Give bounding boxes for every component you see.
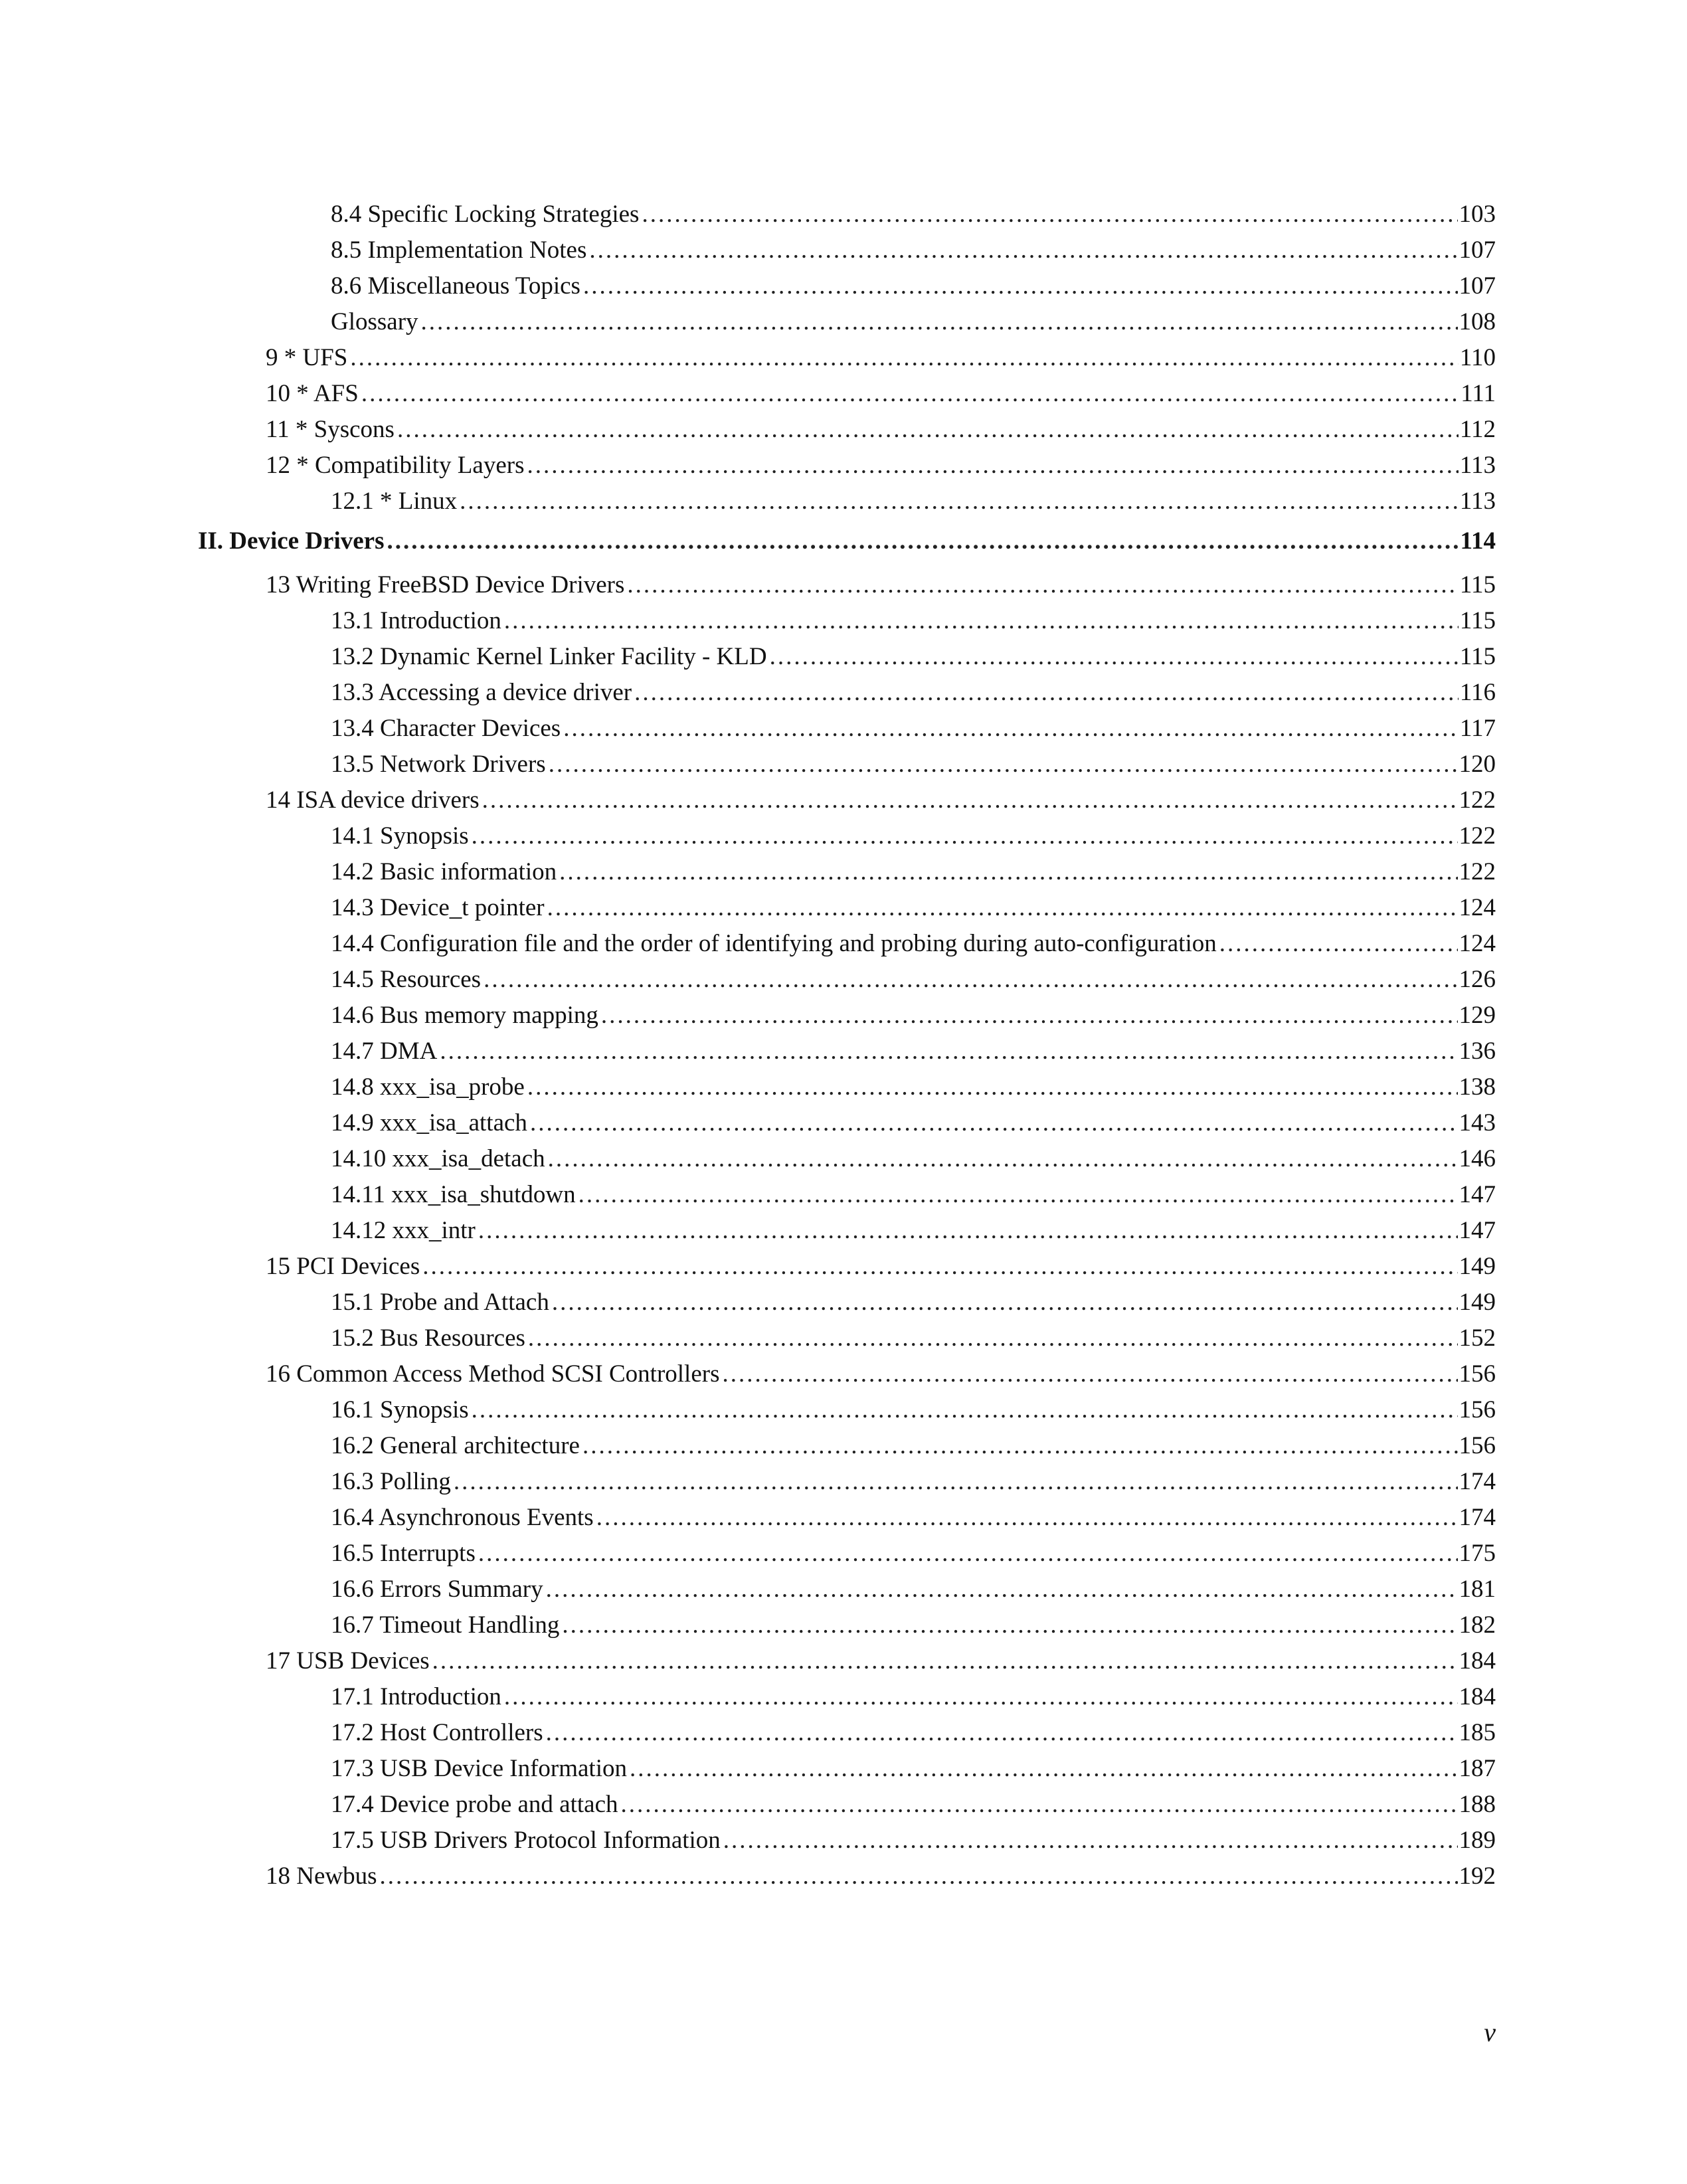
toc-entry-page-number[interactable]: 122 xyxy=(1459,822,1496,850)
toc-entry-title[interactable]: 16.7 Timeout Handling xyxy=(331,1611,560,1639)
dot-leader xyxy=(642,197,1457,232)
dot-leader xyxy=(547,890,1458,926)
dot-leader xyxy=(530,1105,1458,1141)
toc-entry-page-number[interactable]: 103 xyxy=(1459,201,1496,228)
toc-entry-section[interactable] xyxy=(331,1572,1496,1607)
toc-entry-section[interactable] xyxy=(331,1751,1496,1787)
toc-entry-chapter[interactable] xyxy=(266,1356,1496,1392)
toc-entry-section[interactable] xyxy=(331,1105,1496,1141)
toc-entry-page-number[interactable]: 146 xyxy=(1459,1145,1496,1172)
dot-leader xyxy=(478,1213,1458,1249)
toc-entry-title[interactable]: 12 * Compatibility Layers xyxy=(266,452,525,479)
dot-leader xyxy=(559,854,1457,890)
toc-entry-section[interactable] xyxy=(331,232,1496,268)
toc-entry-section[interactable] xyxy=(331,1787,1496,1823)
toc-entry-section[interactable] xyxy=(331,962,1496,998)
dot-leader xyxy=(578,1177,1458,1213)
dot-leader xyxy=(621,1787,1458,1823)
dot-leader xyxy=(563,711,1459,747)
toc-entry-section[interactable] xyxy=(331,747,1496,782)
toc-entry-title[interactable]: 16.2 General architecture xyxy=(331,1432,580,1459)
toc-entry-page-number[interactable]: 122 xyxy=(1459,858,1496,885)
toc-entry-page-number[interactable]: 124 xyxy=(1459,930,1496,957)
toc-entry-title[interactable]: 14.7 DMA xyxy=(331,1038,438,1065)
toc-entry-chapter[interactable] xyxy=(266,782,1496,818)
toc-entry-page-number[interactable]: 115 xyxy=(1459,571,1496,598)
toc-entry-page-number[interactable]: 116 xyxy=(1459,679,1496,706)
toc-entry-title[interactable]: 14 ISA device drivers xyxy=(266,786,480,814)
toc-entry-page-number[interactable]: 174 xyxy=(1459,1504,1496,1531)
toc-entry-page-number[interactable]: 156 xyxy=(1459,1432,1496,1459)
toc-entry-section[interactable] xyxy=(331,926,1496,962)
toc-entry-section[interactable] xyxy=(331,1607,1496,1643)
toc-entry-page-number[interactable]: 107 xyxy=(1459,236,1496,264)
dot-leader xyxy=(546,1715,1458,1751)
toc-entry-title[interactable]: 15.2 Bus Resources xyxy=(331,1324,525,1352)
dot-leader xyxy=(770,639,1459,675)
dot-leader xyxy=(634,675,1459,711)
toc-entry-title[interactable]: 17.5 USB Drivers Protocol Information xyxy=(331,1827,721,1854)
toc-entry-page-number[interactable]: 181 xyxy=(1459,1576,1496,1603)
dot-leader xyxy=(562,1607,1457,1643)
toc-entry-title[interactable]: 15.1 Probe and Attach xyxy=(331,1289,549,1316)
toc-entry-page-number[interactable]: 115 xyxy=(1459,643,1496,670)
toc-entry-page-number[interactable]: 156 xyxy=(1459,1360,1496,1388)
toc-entry-title[interactable]: 16.1 Synopsis xyxy=(331,1396,469,1423)
toc-entry-page-number[interactable]: 115 xyxy=(1459,607,1496,634)
toc-entry-title[interactable]: 15 PCI Devices xyxy=(266,1253,420,1280)
toc-entry-chapter[interactable] xyxy=(266,567,1496,603)
table-of-contents xyxy=(0,197,1687,1894)
toc-entry-page-number[interactable]: 185 xyxy=(1459,1719,1496,1746)
toc-entry-section[interactable] xyxy=(331,1536,1496,1572)
toc-entry-title[interactable]: 17.4 Device probe and attach xyxy=(331,1791,618,1818)
dot-leader xyxy=(472,1392,1458,1428)
toc-entry-section[interactable] xyxy=(331,675,1496,711)
toc-entry-title[interactable]: 17 USB Devices xyxy=(266,1647,430,1675)
toc-entry-page-number[interactable]: 112 xyxy=(1459,416,1496,443)
dot-leader xyxy=(484,962,1457,998)
toc-entry-title[interactable]: 18 Newbus xyxy=(266,1863,377,1890)
toc-entry-page-number[interactable]: 113 xyxy=(1459,488,1496,515)
dot-leader xyxy=(722,1356,1457,1392)
toc-entry-section[interactable] xyxy=(331,1034,1496,1069)
dot-leader xyxy=(421,304,1458,340)
toc-entry-title[interactable]: 13.2 Dynamic Kernel Linker Facility - KLD xyxy=(331,643,767,670)
dot-leader xyxy=(422,1249,1457,1285)
dot-leader xyxy=(627,567,1458,603)
toc-entry-section[interactable] xyxy=(331,1392,1496,1428)
toc-entry-title[interactable]: 17.2 Host Controllers xyxy=(331,1719,543,1746)
toc-entry-page-number[interactable]: 143 xyxy=(1459,1109,1496,1137)
toc-entry-section[interactable] xyxy=(331,197,1496,232)
toc-entry-page-number[interactable]: 138 xyxy=(1459,1073,1496,1101)
dot-leader xyxy=(380,1859,1458,1894)
toc-entry-page-number[interactable]: 192 xyxy=(1459,1863,1496,1890)
toc-entry-section[interactable] xyxy=(331,1213,1496,1249)
toc-entry-page-number[interactable]: 184 xyxy=(1459,1683,1496,1710)
toc-entry-title[interactable]: 16.4 Asynchronous Events xyxy=(331,1504,594,1531)
toc-entry-page-number[interactable]: 156 xyxy=(1459,1396,1496,1423)
toc-entry-page-number[interactable]: 114 xyxy=(1460,527,1496,555)
toc-entry-section[interactable] xyxy=(331,1141,1496,1177)
toc-entry-title[interactable]: 8.6 Miscellaneous Topics xyxy=(331,272,580,300)
page-number: v xyxy=(1484,2017,1496,2047)
toc-entry-title[interactable]: 13.5 Network Drivers xyxy=(331,751,546,778)
toc-entry-section[interactable] xyxy=(331,1715,1496,1751)
dot-leader xyxy=(440,1034,1457,1069)
toc-entry-page-number[interactable]: 149 xyxy=(1459,1289,1496,1316)
toc-entry-page-number[interactable]: 129 xyxy=(1459,1002,1496,1029)
toc-entry-section[interactable] xyxy=(331,639,1496,675)
toc-entry-section[interactable] xyxy=(331,1285,1496,1320)
toc-entry-section[interactable] xyxy=(331,854,1496,890)
toc-entry-title[interactable]: 13.4 Character Devices xyxy=(331,715,561,742)
dot-leader xyxy=(504,1679,1458,1715)
toc-entry-section[interactable] xyxy=(331,1464,1496,1500)
toc-entry-title[interactable]: 16.6 Errors Summary xyxy=(331,1576,543,1603)
toc-entry-section[interactable] xyxy=(331,603,1496,639)
toc-entry-page-number[interactable]: 117 xyxy=(1459,715,1496,742)
dot-leader xyxy=(548,1141,1458,1177)
toc-entry-page-number[interactable]: 175 xyxy=(1459,1540,1496,1567)
toc-entry-title[interactable]: 17.1 Introduction xyxy=(331,1683,501,1710)
dot-leader xyxy=(472,818,1458,854)
toc-entry-section[interactable] xyxy=(331,1500,1496,1536)
dot-leader xyxy=(387,523,1459,559)
toc-entry-title[interactable]: 14.10 xxx_isa_detach xyxy=(331,1145,545,1172)
toc-entry-page-number[interactable]: 149 xyxy=(1459,1253,1496,1280)
dot-leader xyxy=(350,340,1458,376)
toc-entry-part[interactable] xyxy=(198,523,1496,561)
toc-entry-title[interactable]: Glossary xyxy=(331,308,418,335)
toc-entry-section[interactable] xyxy=(331,268,1496,304)
toc-entry-title[interactable]: 14.11 xxx_isa_shutdown xyxy=(331,1181,576,1208)
toc-entry-section[interactable] xyxy=(331,890,1496,926)
toc-entry-title[interactable]: 13.1 Introduction xyxy=(331,607,501,634)
dot-leader xyxy=(601,998,1458,1034)
toc-entry-title[interactable]: 10 * AFS xyxy=(266,380,359,407)
toc-entry-title[interactable]: 16.3 Polling xyxy=(331,1468,451,1495)
dot-leader xyxy=(1219,926,1458,962)
dot-leader xyxy=(397,412,1459,448)
dot-leader xyxy=(549,747,1458,782)
dot-leader xyxy=(582,1428,1458,1464)
toc-entry-section[interactable] xyxy=(331,818,1496,854)
toc-entry-title[interactable]: 14.8 xxx_isa_probe xyxy=(331,1073,525,1101)
toc-entry-page-number[interactable]: 113 xyxy=(1459,452,1496,479)
toc-entry-section[interactable] xyxy=(331,711,1496,747)
toc-entry-title[interactable]: 14.12 xxx_intr xyxy=(331,1217,476,1244)
dot-leader xyxy=(432,1643,1458,1679)
toc-entry-section[interactable] xyxy=(331,1679,1496,1715)
toc-entry-page-number[interactable]: 188 xyxy=(1459,1791,1496,1818)
dot-leader xyxy=(504,603,1459,639)
toc-entry-chapter[interactable] xyxy=(266,1249,1496,1285)
toc-entry-title[interactable]: 16 Common Access Method SCSI Controllers xyxy=(266,1360,720,1388)
toc-entry-page-number[interactable]: 182 xyxy=(1459,1611,1496,1639)
toc-entry-chapter[interactable] xyxy=(266,448,1496,484)
dot-leader xyxy=(478,1536,1458,1572)
toc-entry-section[interactable] xyxy=(331,1069,1496,1105)
toc-entry-page-number[interactable]: 147 xyxy=(1459,1181,1496,1208)
dot-leader xyxy=(723,1823,1458,1859)
toc-entry-title[interactable]: 16.5 Interrupts xyxy=(331,1540,476,1567)
toc-entry-section[interactable] xyxy=(331,1428,1496,1464)
toc-entry-section[interactable] xyxy=(331,304,1496,340)
toc-entry-page-number[interactable]: 126 xyxy=(1459,966,1496,993)
toc-entry-title[interactable]: II. Device Drivers xyxy=(198,527,385,555)
toc-entry-title[interactable]: 12.1 * Linux xyxy=(331,488,458,515)
toc-entry-chapter[interactable] xyxy=(266,412,1496,448)
dot-leader xyxy=(546,1572,1458,1607)
toc-entry-page-number[interactable]: 110 xyxy=(1459,344,1496,371)
toc-entry-page-number[interactable]: 152 xyxy=(1459,1324,1496,1352)
toc-entry-page-number[interactable]: 122 xyxy=(1459,786,1496,814)
toc-entry-title[interactable]: 14.6 Bus memory mapping xyxy=(331,1002,598,1029)
toc-entry-title[interactable]: 13 Writing FreeBSD Device Drivers xyxy=(266,571,625,598)
toc-entry-page-number[interactable]: 184 xyxy=(1459,1647,1496,1675)
toc-entry-title[interactable]: 13.3 Accessing a device driver xyxy=(331,679,632,706)
toc-entry-section[interactable] xyxy=(331,1177,1496,1213)
dot-leader xyxy=(552,1285,1458,1320)
toc-entry-title[interactable]: 14.2 Basic information xyxy=(331,858,557,885)
dot-leader xyxy=(361,376,1459,412)
dot-leader xyxy=(589,232,1457,268)
dot-leader xyxy=(527,448,1458,484)
toc-entry-title[interactable]: 14.3 Device_t pointer xyxy=(331,894,545,921)
dot-leader xyxy=(583,268,1458,304)
toc-entry-title[interactable]: 8.5 Implementation Notes xyxy=(331,236,587,264)
toc-entry-page-number[interactable]: 108 xyxy=(1459,308,1496,335)
dot-leader xyxy=(596,1500,1458,1536)
toc-entry-section[interactable] xyxy=(331,1320,1496,1356)
dot-leader xyxy=(460,484,1459,519)
toc-entry-chapter[interactable] xyxy=(266,376,1496,412)
toc-entry-page-number[interactable]: 174 xyxy=(1459,1468,1496,1495)
dot-leader xyxy=(630,1751,1458,1787)
toc-entry-page-number[interactable]: 187 xyxy=(1459,1755,1496,1782)
toc-entry-title[interactable]: 11 * Syscons xyxy=(266,416,395,443)
toc-entry-chapter[interactable] xyxy=(266,340,1496,376)
toc-entry-title[interactable]: 14.1 Synopsis xyxy=(331,822,469,850)
toc-entry-section[interactable] xyxy=(331,484,1496,519)
toc-entry-section[interactable] xyxy=(331,998,1496,1034)
toc-entry-chapter[interactable] xyxy=(266,1643,1496,1679)
toc-entry-page-number[interactable]: 120 xyxy=(1459,751,1496,778)
dot-leader xyxy=(527,1069,1458,1105)
toc-entry-chapter[interactable] xyxy=(266,1859,1496,1894)
toc-entry-page-number[interactable]: 136 xyxy=(1459,1038,1496,1065)
toc-entry-title[interactable]: 14.4 Configuration file and the order of identifying and probing during auto-configuration xyxy=(331,930,1217,957)
toc-entry-title[interactable]: 17.3 USB Device Information xyxy=(331,1755,627,1782)
toc-entry-title[interactable]: 14.9 xxx_isa_attach xyxy=(331,1109,527,1137)
toc-entry-page-number[interactable]: 189 xyxy=(1459,1827,1496,1854)
dot-leader xyxy=(528,1320,1458,1356)
dot-leader xyxy=(482,782,1458,818)
toc-entry-title[interactable]: 8.4 Specific Locking Strategies xyxy=(331,201,640,228)
toc-entry-page-number[interactable]: 107 xyxy=(1459,272,1496,300)
dot-leader xyxy=(454,1464,1458,1500)
toc-entry-page-number[interactable]: 111 xyxy=(1461,380,1496,407)
toc-entry-page-number[interactable]: 124 xyxy=(1459,894,1496,921)
toc-entry-title[interactable]: 14.5 Resources xyxy=(331,966,482,993)
toc-entry-section[interactable] xyxy=(331,1823,1496,1859)
toc-entry-title[interactable]: 9 * UFS xyxy=(266,344,348,371)
toc-entry-page-number[interactable]: 147 xyxy=(1459,1217,1496,1244)
